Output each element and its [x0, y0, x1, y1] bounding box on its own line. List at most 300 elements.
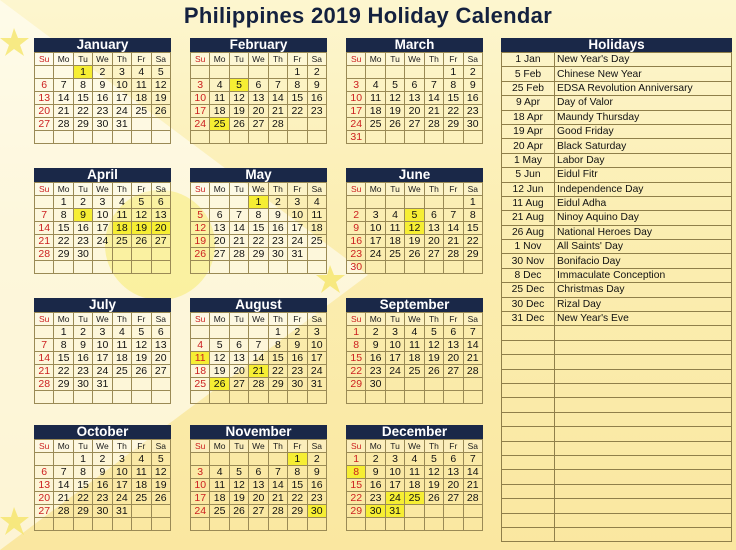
holiday-date: 11 Aug [502, 196, 555, 210]
day-cell: 3 [112, 66, 131, 79]
empty-day-cell [424, 391, 443, 404]
day-cell: 17 [112, 92, 131, 105]
day-cell: 29 [347, 378, 366, 391]
day-cell: 21 [268, 492, 287, 505]
day-cell: 18 [132, 92, 151, 105]
day-cell: 6 [229, 339, 248, 352]
weekday-label: Su [347, 313, 366, 326]
day-cell: 25 [405, 365, 424, 378]
day-cell: 17 [385, 479, 404, 492]
empty-day-cell [424, 261, 443, 274]
day-cell: 14 [249, 352, 268, 365]
weekday-label: We [405, 440, 424, 453]
day-cell: 23 [288, 365, 307, 378]
month-table [34, 439, 171, 531]
day-cell: 20 [444, 479, 463, 492]
empty-holiday-row [502, 527, 732, 541]
weekday-label: Su [191, 53, 210, 66]
day-cell: 27 [424, 248, 443, 261]
empty-day-cell [151, 378, 170, 391]
day-cell: 5 [385, 79, 404, 92]
weekday-label: Fr [132, 440, 151, 453]
day-cell: 19 [132, 352, 151, 365]
weekday-label: We [405, 53, 424, 66]
day-cell: 18 [405, 352, 424, 365]
month-october [34, 425, 171, 531]
weekday-label: Fr [444, 183, 463, 196]
weekday-label: Mo [210, 53, 229, 66]
day-cell: 1 [288, 66, 307, 79]
day-cell: 15 [268, 352, 287, 365]
day-cell: 25 [210, 505, 229, 518]
day-cell: 14 [424, 92, 443, 105]
day-cell: 10 [191, 479, 210, 492]
weekday-label: We [249, 313, 268, 326]
day-cell: 13 [151, 209, 170, 222]
weekday-label: Fr [132, 183, 151, 196]
page-title: Philippines 2019 Holiday Calendar [183, 3, 553, 28]
empty-day-cell [35, 66, 54, 79]
day-cell: 6 [151, 196, 170, 209]
holidays-table [501, 52, 732, 542]
empty-day-cell [35, 453, 54, 466]
day-cell: 17 [347, 105, 366, 118]
day-cell: 4 [405, 453, 424, 466]
weekday-label: Mo [54, 440, 73, 453]
weekday-label: Sa [151, 53, 170, 66]
day-cell: 6 [151, 326, 170, 339]
holiday-name: Eidul Fitr [555, 168, 732, 182]
day-cell: 20 [35, 492, 54, 505]
holiday-name [555, 427, 732, 441]
empty-day-cell [307, 118, 326, 131]
day-cell: 24 [112, 105, 131, 118]
day-cell: 24 [366, 248, 385, 261]
day-cell: 25 [385, 248, 404, 261]
day-cell: 3 [366, 209, 385, 222]
day-cell: 21 [35, 365, 54, 378]
weekday-label: We [93, 313, 112, 326]
weekday-label: Sa [151, 183, 170, 196]
day-cell: 9 [93, 79, 112, 92]
day-cell: 28 [54, 118, 73, 131]
day-cell: 26 [405, 248, 424, 261]
empty-day-cell [35, 131, 54, 144]
holiday-date [502, 340, 555, 354]
empty-holiday-row [502, 441, 732, 455]
day-cell: 21 [444, 235, 463, 248]
empty-day-cell [73, 391, 92, 404]
holiday-row [502, 67, 732, 81]
weekday-label: Tu [229, 183, 248, 196]
holiday-date: 12 Jun [502, 182, 555, 196]
day-cell: 23 [347, 248, 366, 261]
day-cell: 12 [229, 92, 248, 105]
day-cell: 2 [347, 209, 366, 222]
weekday-label: We [93, 183, 112, 196]
empty-day-cell [347, 196, 366, 209]
holidays-panel [501, 38, 732, 542]
day-cell: 30 [93, 505, 112, 518]
day-cell: 5 [151, 453, 170, 466]
day-cell: 10 [93, 209, 112, 222]
day-cell: 23 [93, 492, 112, 505]
month-april [34, 168, 171, 274]
empty-day-cell [191, 261, 210, 274]
empty-holiday-row [502, 355, 732, 369]
day-cell: 18 [191, 365, 210, 378]
day-cell: 17 [385, 352, 404, 365]
day-cell: 3 [93, 326, 112, 339]
day-cell: 29 [54, 248, 73, 261]
day-cell: 16 [463, 92, 482, 105]
empty-day-cell [35, 196, 54, 209]
empty-day-cell [93, 131, 112, 144]
month-name: November [190, 425, 327, 439]
holiday-name [555, 355, 732, 369]
day-cell: 8 [73, 466, 92, 479]
empty-day-cell [288, 518, 307, 531]
day-cell: 26 [385, 118, 404, 131]
day-cell: 5 [210, 339, 229, 352]
day-cell: 10 [347, 92, 366, 105]
day-cell: 22 [249, 235, 268, 248]
holiday-row [502, 182, 732, 196]
empty-day-cell [347, 518, 366, 531]
holiday-date: 31 Dec [502, 312, 555, 326]
weekday-label: Sa [307, 53, 326, 66]
day-cell: 16 [366, 479, 385, 492]
day-cell: 14 [463, 339, 482, 352]
day-cell: 2 [73, 326, 92, 339]
empty-day-cell [366, 196, 385, 209]
empty-day-cell [191, 131, 210, 144]
holidays-header: Holidays [501, 38, 732, 52]
weekday-label: Mo [54, 313, 73, 326]
day-cell: 14 [268, 92, 287, 105]
holiday-date [502, 355, 555, 369]
day-cell: 11 [132, 466, 151, 479]
holiday-row [502, 110, 732, 124]
weekday-label: Mo [366, 183, 385, 196]
empty-day-cell [35, 326, 54, 339]
holiday-row [502, 297, 732, 311]
day-cell: 20 [405, 105, 424, 118]
empty-day-cell [288, 261, 307, 274]
day-cell: 23 [307, 105, 326, 118]
day-cell: 13 [444, 339, 463, 352]
day-cell: 26 [132, 235, 151, 248]
empty-day-cell [463, 261, 482, 274]
empty-day-cell [307, 248, 326, 261]
day-cell: 27 [151, 365, 170, 378]
month-name: May [190, 168, 327, 182]
empty-day-cell [385, 131, 404, 144]
empty-day-cell [366, 261, 385, 274]
day-cell: 15 [54, 352, 73, 365]
month-table [190, 312, 327, 404]
day-cell: 11 [307, 209, 326, 222]
holiday-date [502, 383, 555, 397]
weekday-label: We [249, 440, 268, 453]
weekday-label: Fr [444, 313, 463, 326]
empty-day-cell [93, 261, 112, 274]
day-cell: 3 [93, 196, 112, 209]
day-cell: 17 [93, 222, 112, 235]
month-march [346, 38, 483, 144]
day-cell: 12 [405, 222, 424, 235]
weekday-label: Fr [132, 53, 151, 66]
day-cell: 5 [132, 326, 151, 339]
day-cell: 3 [385, 326, 404, 339]
day-cell: 22 [288, 492, 307, 505]
holiday-date [502, 527, 555, 541]
empty-day-cell [229, 453, 248, 466]
day-cell: 23 [73, 235, 92, 248]
empty-day-cell [444, 391, 463, 404]
weekday-label: Mo [210, 183, 229, 196]
day-cell: 27 [210, 248, 229, 261]
day-cell: 13 [35, 92, 54, 105]
day-cell: 19 [151, 92, 170, 105]
day-cell: 6 [249, 466, 268, 479]
day-cell: 11 [112, 339, 131, 352]
holiday-row [502, 81, 732, 95]
empty-day-cell [151, 118, 170, 131]
empty-day-cell [54, 391, 73, 404]
holiday-date: 5 Jun [502, 168, 555, 182]
day-cell: 6 [444, 453, 463, 466]
day-cell: 1 [54, 326, 73, 339]
empty-day-cell [249, 326, 268, 339]
day-cell: 23 [73, 365, 92, 378]
weekday-label: Su [191, 440, 210, 453]
empty-day-cell [151, 518, 170, 531]
weekday-label: We [249, 183, 268, 196]
empty-day-cell [191, 391, 210, 404]
day-cell: 14 [54, 479, 73, 492]
day-cell: 25 [307, 235, 326, 248]
day-cell: 4 [191, 339, 210, 352]
empty-day-cell [405, 518, 424, 531]
empty-day-cell [229, 391, 248, 404]
holiday-date: 19 Apr [502, 124, 555, 138]
day-cell: 18 [385, 235, 404, 248]
empty-day-cell [35, 261, 54, 274]
weekday-label: Fr [444, 53, 463, 66]
month-table [34, 52, 171, 144]
day-cell: 2 [366, 326, 385, 339]
day-cell: 8 [463, 209, 482, 222]
day-cell: 16 [366, 352, 385, 365]
weekday-label: Tu [385, 183, 404, 196]
day-cell: 24 [385, 492, 404, 505]
day-cell: 29 [73, 505, 92, 518]
day-cell: 21 [54, 492, 73, 505]
empty-day-cell [463, 518, 482, 531]
day-cell: 11 [112, 209, 131, 222]
month-name: February [190, 38, 327, 52]
weekday-label: Tu [73, 53, 92, 66]
holiday-name [555, 455, 732, 469]
day-cell: 29 [54, 378, 73, 391]
day-cell: 5 [191, 209, 210, 222]
day-cell: 4 [112, 196, 131, 209]
day-cell: 8 [249, 209, 268, 222]
empty-day-cell [132, 131, 151, 144]
day-cell: 2 [463, 66, 482, 79]
empty-day-cell [268, 131, 287, 144]
day-cell: 2 [73, 196, 92, 209]
empty-day-cell [405, 505, 424, 518]
empty-day-cell [347, 391, 366, 404]
holiday-row [502, 196, 732, 210]
empty-day-cell [229, 196, 248, 209]
day-cell: 26 [210, 378, 229, 391]
day-cell: 31 [288, 248, 307, 261]
empty-holiday-row [502, 499, 732, 513]
day-cell: 13 [249, 92, 268, 105]
day-cell: 12 [229, 479, 248, 492]
weekday-label: Mo [366, 440, 385, 453]
day-cell: 27 [249, 118, 268, 131]
empty-day-cell [54, 131, 73, 144]
day-cell: 28 [444, 248, 463, 261]
day-cell: 1 [347, 453, 366, 466]
day-cell: 14 [463, 466, 482, 479]
day-cell: 3 [385, 453, 404, 466]
holiday-date [502, 513, 555, 527]
holiday-name [555, 470, 732, 484]
day-cell: 12 [132, 339, 151, 352]
month-may [190, 168, 327, 274]
holiday-row [502, 96, 732, 110]
month-table [190, 52, 327, 144]
month-august [190, 298, 327, 404]
weekday-label: Th [424, 313, 443, 326]
day-cell: 25 [132, 492, 151, 505]
day-cell: 11 [366, 92, 385, 105]
empty-holiday-row [502, 340, 732, 354]
empty-holiday-row [502, 455, 732, 469]
empty-day-cell [268, 453, 287, 466]
day-cell: 10 [385, 339, 404, 352]
day-cell: 17 [288, 222, 307, 235]
weekday-label: Tu [229, 313, 248, 326]
empty-day-cell [405, 261, 424, 274]
weekday-label: We [93, 53, 112, 66]
empty-holiday-row [502, 427, 732, 441]
day-cell: 15 [347, 352, 366, 365]
empty-day-cell [93, 518, 112, 531]
day-cell: 15 [249, 222, 268, 235]
day-cell: 13 [151, 339, 170, 352]
day-cell: 19 [132, 222, 151, 235]
empty-day-cell [366, 391, 385, 404]
holiday-name: Black Saturday [555, 139, 732, 153]
day-cell: 13 [35, 479, 54, 492]
weekday-label: Su [191, 183, 210, 196]
weekday-label: Th [112, 53, 131, 66]
day-cell: 8 [288, 466, 307, 479]
day-cell: 6 [444, 326, 463, 339]
holiday-name: Good Friday [555, 124, 732, 138]
holiday-date: 20 Apr [502, 139, 555, 153]
day-cell: 4 [210, 466, 229, 479]
weekday-label: Sa [151, 440, 170, 453]
day-cell: 8 [347, 339, 366, 352]
empty-day-cell [463, 131, 482, 144]
day-cell: 31 [112, 505, 131, 518]
weekday-label: Su [35, 440, 54, 453]
weekday-label: We [93, 440, 112, 453]
holiday-date [502, 398, 555, 412]
day-cell: 29 [288, 505, 307, 518]
day-cell: 7 [268, 466, 287, 479]
holiday-name: EDSA Revolution Anniversary [555, 81, 732, 95]
empty-day-cell [405, 378, 424, 391]
empty-day-cell [73, 131, 92, 144]
month-table [190, 182, 327, 274]
empty-day-cell [249, 66, 268, 79]
weekday-label: Mo [54, 183, 73, 196]
day-cell: 25 [191, 378, 210, 391]
empty-day-cell [210, 453, 229, 466]
day-cell: 23 [307, 492, 326, 505]
day-cell: 1 [268, 326, 287, 339]
empty-day-cell [35, 518, 54, 531]
holiday-name: Eidul Adha [555, 196, 732, 210]
empty-day-cell [210, 518, 229, 531]
weekday-label: Th [268, 53, 287, 66]
month-name: April [34, 168, 171, 182]
day-cell: 3 [288, 196, 307, 209]
day-cell: 1 [73, 66, 92, 79]
empty-day-cell [288, 118, 307, 131]
day-cell: 16 [268, 222, 287, 235]
holiday-date [502, 412, 555, 426]
weekday-label: Th [424, 183, 443, 196]
empty-day-cell [54, 518, 73, 531]
day-cell: 31 [347, 131, 366, 144]
month-name: July [34, 298, 171, 312]
day-cell: 18 [405, 479, 424, 492]
weekday-label: Su [35, 313, 54, 326]
day-cell: 26 [229, 505, 248, 518]
day-cell: 15 [288, 92, 307, 105]
day-cell: 15 [73, 92, 92, 105]
day-cell: 27 [151, 235, 170, 248]
day-cell: 28 [229, 248, 248, 261]
day-cell: 16 [93, 92, 112, 105]
weekday-label: Sa [307, 183, 326, 196]
holiday-row [502, 254, 732, 268]
holiday-name: Ninoy Aquino Day [555, 211, 732, 225]
holiday-date: 9 Apr [502, 96, 555, 110]
day-cell: 13 [444, 466, 463, 479]
holiday-name [555, 369, 732, 383]
empty-day-cell [424, 378, 443, 391]
holiday-date [502, 499, 555, 513]
day-cell: 4 [385, 209, 404, 222]
day-cell: 5 [132, 196, 151, 209]
day-cell: 12 [424, 466, 443, 479]
empty-day-cell [268, 261, 287, 274]
day-cell: 12 [151, 466, 170, 479]
empty-day-cell [385, 378, 404, 391]
empty-day-cell [424, 518, 443, 531]
empty-day-cell [35, 391, 54, 404]
